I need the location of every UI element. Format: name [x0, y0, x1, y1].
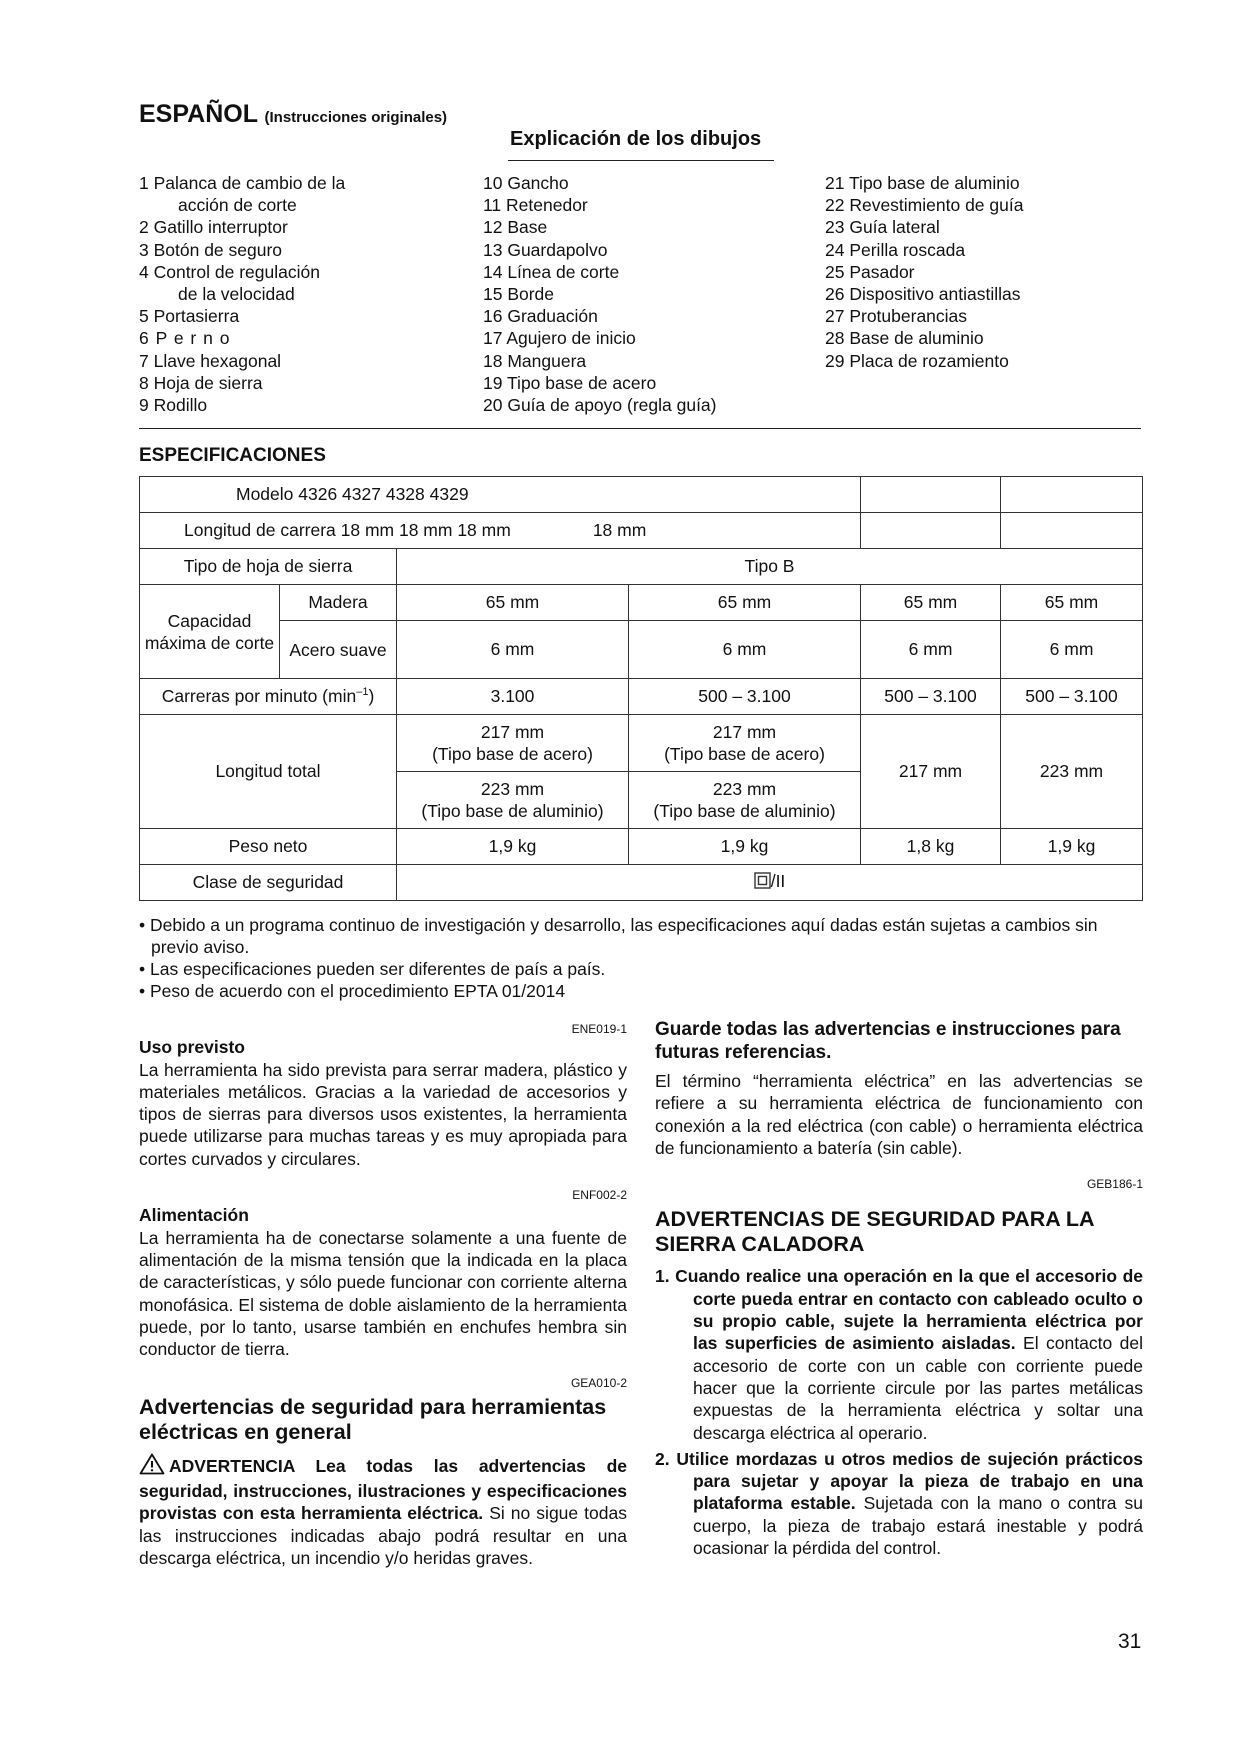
warning-bold: ADVERTENCIA Lea todas las advertencias de seguridad, instrucciones, ilustraciones y especificaciones provistas con esta herramienta eléctrica.: [139, 1455, 627, 1524]
section-text: La herramienta ha de conectarse solamente a una fuente de alimentación de la misma tensión que la indicada en la placa de características, y sólo puede funcionar con corriente alterna monofásica. El sistema de doble aislamiento de la herramienta puede, por lo tanto, usarse también en enchufes hembra sin conductor de tierra.: [139, 1227, 627, 1360]
spec-value: 500 – 3.100: [629, 679, 861, 715]
spec-label: [140, 679, 397, 715]
list-item: [655, 1448, 1143, 1559]
list-item-text: Sujetada con la mano o contra su cuerpo, la pieza de trabajo estará inestable y podrá ocasionar la pérdida del control.: [693, 1493, 1144, 1559]
spec-value-line: 223 mm: [480, 779, 545, 799]
table-row: [140, 549, 1143, 585]
section-code: GEB186-1: [1086, 1177, 1143, 1192]
spec-value: [397, 865, 1143, 901]
spec-longitud-carrera-text: Longitud de carrera 18 mm 18 mm 18 mm: [184, 520, 511, 540]
language-subtitle: (Instrucciones originales): [264, 109, 448, 126]
list-item-bold: 1. Cuando realice una operación en la que el accesorio de corte pueda entrar en contacto con cableado oculto o su propio cable, sujete la herramienta eléctrica por las superficies de asimiento aisladas.: [655, 1266, 1143, 1354]
section-text: El término “herramienta eléctrica” en las advertencias se refiere a su herramienta eléctrica de funcionamiento con conexión a la red eléctrica (con cable) o herramienta eléctrica de funcionamiento a batería (sin cable).: [655, 1071, 1143, 1158]
spec-value: 6 mm: [629, 621, 861, 679]
spec-notes: [139, 914, 1144, 1002]
language-heading: [139, 100, 447, 129]
spec-value: 1,9 kg: [1001, 829, 1143, 865]
spec-longitud-carrera-cell: [140, 513, 861, 549]
spec-value-line: 217 mm: [480, 722, 545, 742]
part-item: 11 Retenedor: [483, 195, 588, 216]
spec-value-line: 217 mm: [712, 722, 777, 742]
spec-value: 500 – 3.100: [861, 679, 1001, 715]
part-item: 1 Palanca de cambio de la: [139, 173, 346, 193]
part-item: 10 Gancho: [483, 173, 569, 193]
list-item-bold: 2. Utilice mordazas u otros medios de sujeción prácticos para sujetar y apoyar la pieza de trabajo en una plataforma estable.: [655, 1448, 1143, 1514]
parts-title-rule: [508, 160, 774, 161]
spec-value: 6 mm: [861, 621, 1001, 679]
specs-title: ESPECIFICACIONES: [139, 445, 326, 466]
spec-value: 3.100: [397, 679, 629, 715]
part-item: 26 Dispositivo antiastillas: [825, 284, 1021, 305]
spec-value-sub: (Tipo base de acero): [432, 744, 593, 764]
section-title: Guarde todas las advertencias e instrucciones para futuras referencias.: [655, 1019, 1121, 1063]
parts-list-col3: [825, 172, 1023, 372]
spec-label-text: Carreras por minuto (min: [161, 686, 357, 706]
part-item: 15 Borde: [483, 284, 555, 305]
part-item: 29 Placa de rozamiento: [825, 350, 1009, 371]
section-title: ADVERTENCIAS DE SEGURIDAD PARA LA SIERRA CALADORA: [655, 1207, 1094, 1257]
part-item: 3 Botón de seguro: [139, 239, 283, 260]
spec-value: 6 mm: [397, 621, 629, 679]
spec-value-sub: (Tipo base de aluminio): [421, 801, 604, 821]
warning-triangle-icon: [139, 1453, 165, 1480]
spec-empty-cell: [1001, 513, 1143, 549]
part-item: 28 Base de aluminio: [825, 328, 984, 349]
spec-value-line: 223 mm: [712, 779, 777, 799]
part-item: 4 Control de regulación: [139, 261, 320, 282]
spec-label: Peso neto: [140, 829, 397, 865]
section-code: ENF002-2: [572, 1188, 627, 1203]
spec-label: Capacidad máxima de corte: [140, 585, 280, 679]
list-item-text: El contacto del accesorio de corte con un cable con corriente puede hacer que la corriente circule por las partes metálicas expuestas de la herramienta eléctrica y soltar una descarga eléctrica al operario.: [693, 1333, 1144, 1443]
spec-value: [629, 772, 861, 829]
spec-value: [397, 772, 629, 829]
spec-value: 1,8 kg: [861, 829, 1001, 865]
part-item: 21 Tipo base de aluminio: [825, 173, 1020, 193]
spec-empty-cell: [861, 513, 1001, 549]
note-item: • Las especificaciones pueden ser diferentes de país a país.: [139, 959, 606, 979]
spec-value: 217 mm: [861, 715, 1001, 829]
table-row: [140, 621, 1143, 679]
part-item: 6 P e r n o: [139, 328, 231, 349]
spec-label: Longitud total: [140, 715, 397, 829]
spec-empty-cell: [861, 477, 1001, 513]
table-row: [140, 513, 1143, 549]
section-divider: [139, 428, 1141, 429]
section-title: Uso previsto: [139, 1037, 245, 1058]
clase-value: /II: [770, 871, 786, 892]
list-item: [655, 1265, 1143, 1443]
spec-value: 65 mm: [629, 585, 861, 621]
spec-value: 6 mm: [1001, 621, 1143, 679]
warning-text: Si no sigue todas las instrucciones indicadas abajo podrá resultar en una descarga eléctrica, un incendio y/o heridas graves.: [139, 1503, 627, 1568]
part-item: 7 Llave hexagonal: [139, 350, 282, 371]
section-title: Advertencias de seguridad para herramientas eléctricas en general: [139, 1394, 607, 1444]
table-row: [140, 679, 1143, 715]
spec-value-sub: (Tipo base de acero): [664, 744, 825, 764]
part-item: 16 Graduación: [483, 306, 598, 327]
specs-table: [139, 476, 1143, 901]
part-item: de la velocidad: [178, 284, 295, 305]
part-item: 27 Protuberancias: [825, 306, 968, 327]
section-title: Alimentación: [139, 1205, 249, 1226]
spec-value: Tipo B: [397, 549, 1143, 585]
spec-sublabel: Madera: [280, 585, 397, 621]
table-row: [140, 715, 1143, 772]
spec-label: Tipo de hoja de sierra: [140, 549, 397, 585]
left-column: [139, 1018, 627, 1569]
part-item: 17 Agujero de inicio: [483, 328, 636, 349]
part-item: 2 Gatillo interruptor: [139, 217, 288, 238]
spec-value: 1,9 kg: [397, 829, 629, 865]
part-item: 5 Portasierra: [139, 306, 240, 327]
spec-longitud-carrera-last: 18 mm: [592, 520, 647, 540]
parts-list-col2: [483, 172, 717, 416]
section-code: ENE019-1: [571, 1022, 627, 1036]
spec-value: 1,9 kg: [629, 829, 861, 865]
part-item: 13 Guardapolvo: [483, 239, 608, 260]
part-item: 24 Perilla roscada: [825, 239, 966, 260]
spec-label-sup: –1: [356, 686, 369, 699]
part-item: 20 Guía de apoyo (regla guía): [483, 395, 717, 416]
spec-label-close: ): [368, 686, 375, 706]
table-row: [140, 829, 1143, 865]
language-title: ESPAÑOL: [139, 100, 258, 128]
spec-sublabel: Acero suave: [280, 621, 397, 679]
double-insulation-icon: [754, 872, 771, 894]
spec-modelo-cell: Modelo 4326 4327 4328 4329: [140, 477, 861, 513]
part-item: 8 Hoja de sierra: [139, 372, 263, 393]
spec-value: 65 mm: [861, 585, 1001, 621]
spec-value: 65 mm: [1001, 585, 1143, 621]
part-item: 22 Revestimiento de guía: [825, 195, 1024, 216]
note-item: • Peso de acuerdo con el procedimiento EPTA 01/2014: [139, 981, 566, 1001]
table-row: [140, 585, 1143, 621]
page-number: 31: [1118, 1630, 1142, 1653]
note-item: • Debido a un programa continuo de investigación y desarrollo, las especificaciones aquí dadas están sujetas a cambios sin previo aviso.: [139, 915, 1098, 957]
part-item: 9 Rodillo: [139, 395, 208, 416]
section-text: La herramienta ha sido prevista para serrar madera, plástico y materiales metálicos. Gracias a la variedad de accesorios y tipos de sierras para diversos usos existentes, la herramienta puede utilizarse para muchas tareas y es muy apropiada para cortes curvados y circulares.: [139, 1059, 627, 1169]
right-column: [655, 1018, 1143, 1559]
section-code: GEA010-2: [570, 1376, 627, 1391]
part-item: 12 Base: [483, 217, 548, 238]
spec-value: 65 mm: [397, 585, 629, 621]
spec-value: 223 mm: [1001, 715, 1143, 829]
part-item: 23 Guía lateral: [825, 217, 940, 238]
parts-list-col1: [139, 172, 345, 416]
part-item: 25 Pasador: [825, 261, 915, 282]
spec-value: 500 – 3.100: [1001, 679, 1143, 715]
part-item: 18 Manguera: [483, 350, 587, 371]
spec-value: [397, 715, 629, 772]
table-row: [140, 477, 1143, 513]
part-item: acción de corte: [178, 195, 297, 216]
parts-title: Explicación de los dibujos: [510, 128, 762, 150]
table-row: [140, 865, 1143, 901]
spec-value: [629, 715, 861, 772]
spec-label: Clase de seguridad: [140, 865, 397, 901]
warning-paragraph: [139, 1453, 627, 1569]
part-item: 14 Línea de corte: [483, 261, 620, 282]
spec-value-sub: (Tipo base de aluminio): [653, 801, 836, 821]
spec-empty-cell: [1001, 477, 1143, 513]
part-item: 19 Tipo base de acero: [483, 372, 657, 393]
